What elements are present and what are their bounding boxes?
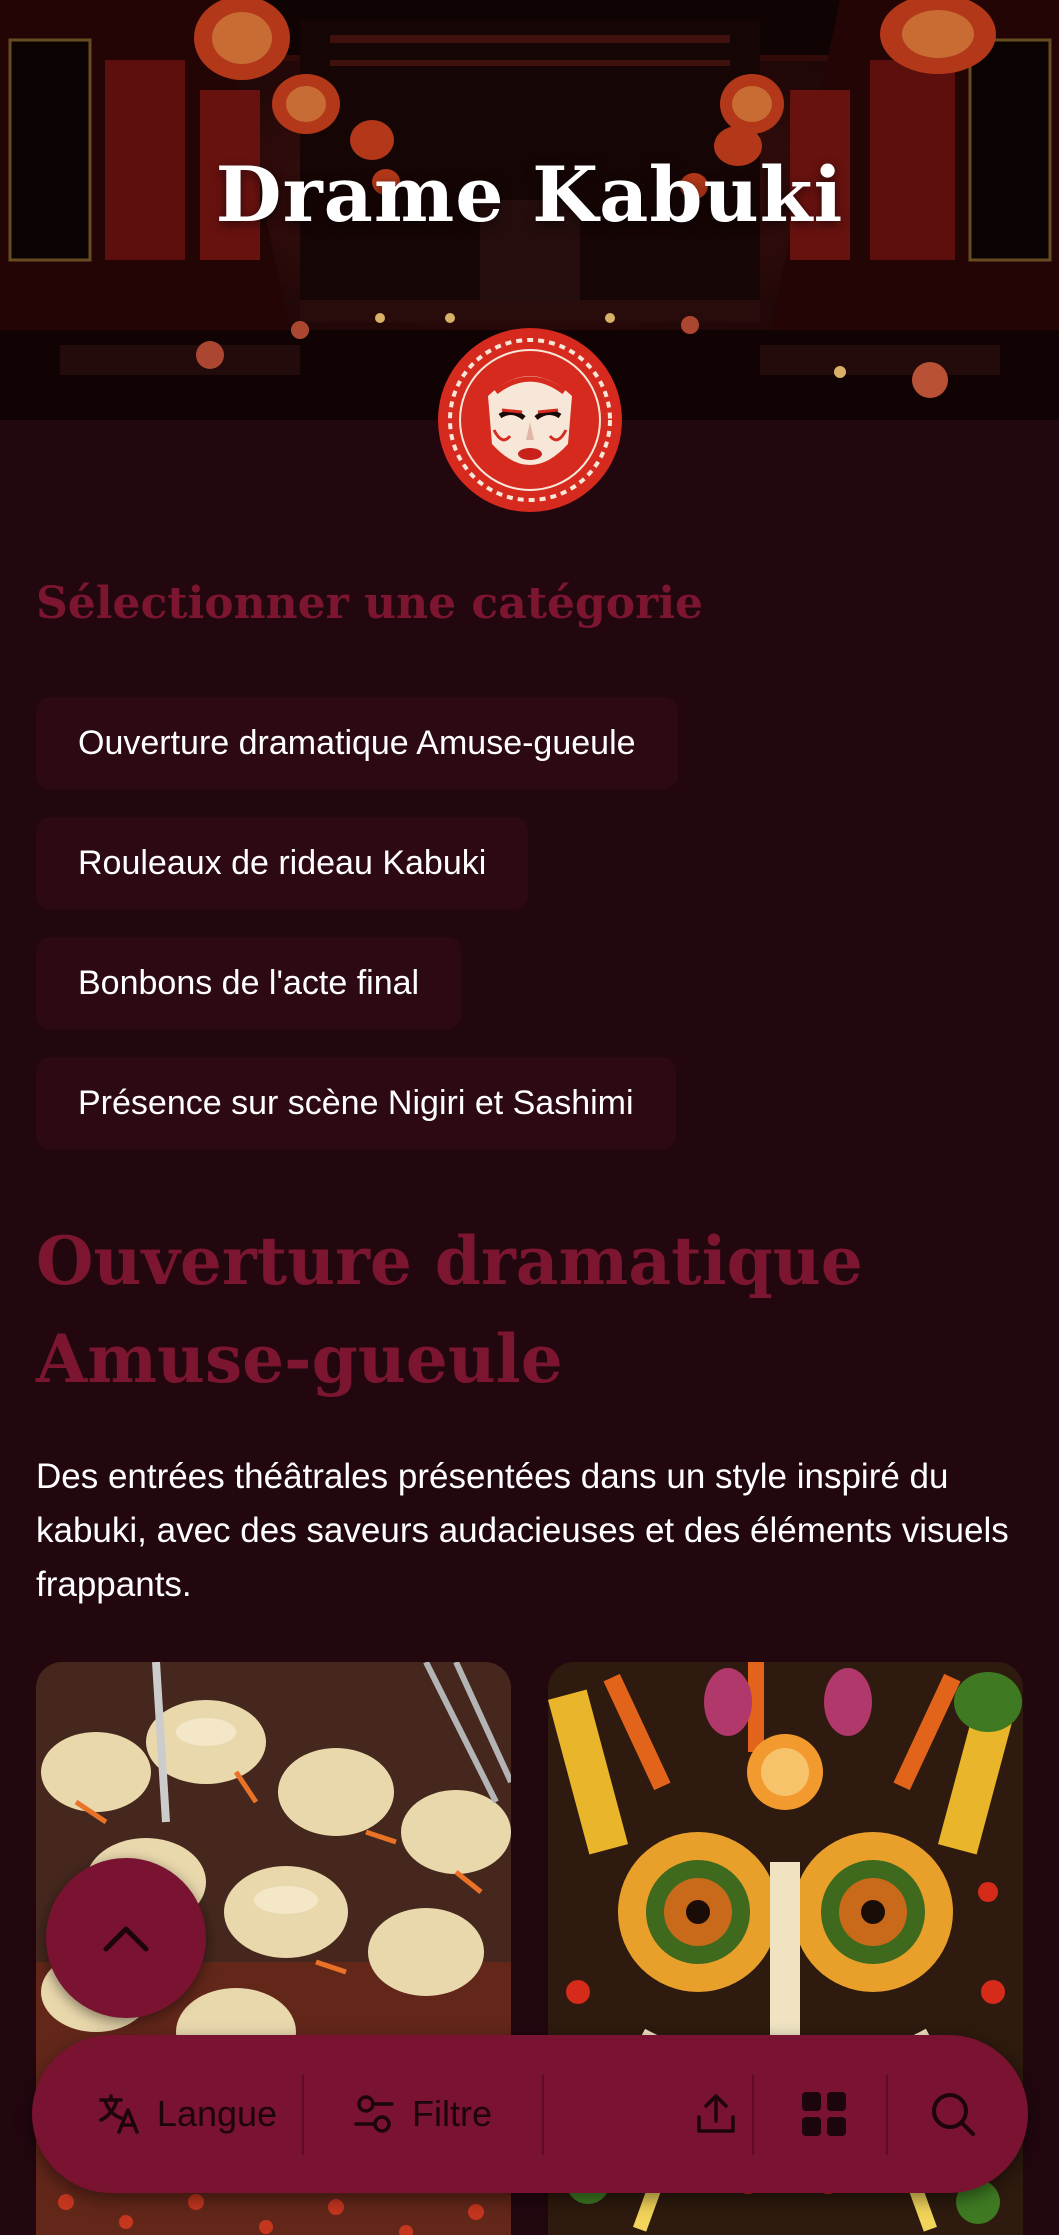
bottom-toolbar [32, 2035, 1028, 2193]
search-button[interactable] [888, 2035, 1018, 2193]
toolbar-divider [542, 2075, 544, 2155]
filter-label: Filtre [412, 2093, 492, 2134]
grid-icon [800, 2090, 848, 2138]
filter-button[interactable] [304, 2035, 540, 2193]
page-title: Drame Kabuki [215, 150, 844, 239]
kabuki-mask-logo [436, 326, 624, 514]
language-label: Langue [156, 2093, 278, 2134]
category-button-bonbons[interactable]: Bonbons de l'acte final [36, 937, 461, 1029]
category-heading: Sélectionner une catégorie [36, 578, 704, 629]
chevron-up-icon [102, 1923, 150, 1953]
language-button[interactable] [72, 2035, 302, 2193]
category-button-amuse-gueule[interactable]: Ouverture dramatique Amuse-gueule [36, 697, 678, 789]
category-button-nigiri-sashimi[interactable]: Présence sur scène Nigiri et Sashimi [36, 1057, 676, 1149]
scroll-to-top-button[interactable] [46, 1858, 206, 2018]
grid-view-button[interactable] [754, 2035, 894, 2193]
category-button-rouleaux[interactable]: Rouleaux de rideau Kabuki [36, 817, 528, 909]
section-title: Ouverture dramatique Amuse-gueule [36, 1222, 863, 1398]
search-icon [929, 2090, 977, 2138]
section-description: Des entrées théâtrales présentées dans un style inspiré du kabuki, avec des saveurs audacieuses et des éléments visuels frappants. [36, 1457, 1009, 1604]
filter-icon [352, 2094, 396, 2134]
share-icon [693, 2091, 739, 2137]
translate-icon [97, 2092, 141, 2136]
